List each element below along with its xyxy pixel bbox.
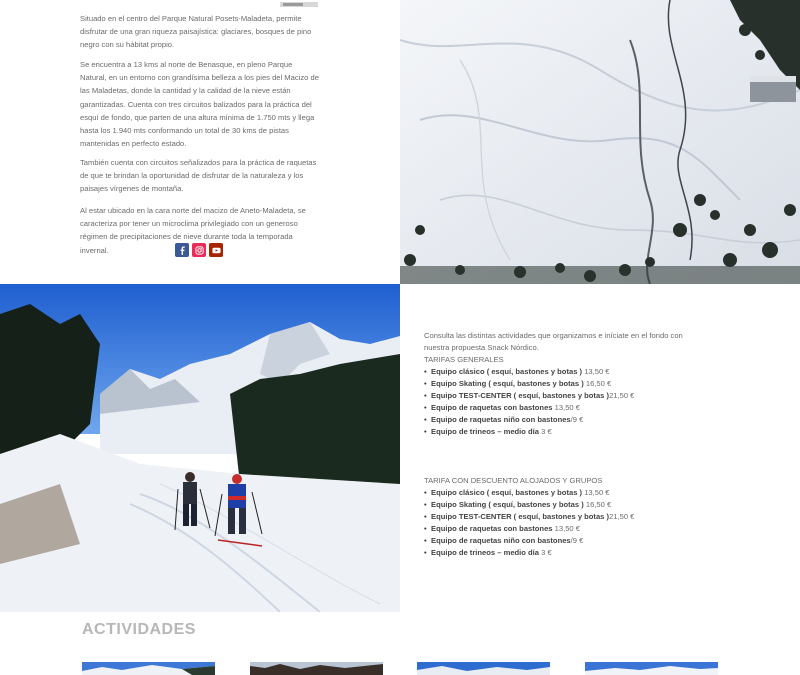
intro-paragraph-3: También cuenta con circuitos señalizados para la práctica de raquetas de que te brindan la oportunidad de disfrutar de la naturaleza y los paisajes vírgenes de montaña. — [80, 158, 317, 194]
youtube-icon[interactable] — [209, 243, 223, 257]
list-item — [424, 426, 684, 438]
item-price: 13,50 € — [582, 367, 610, 376]
item-price: 13,50 € — [552, 403, 580, 412]
intro-section — [0, 0, 800, 284]
activity-thumbnail-4[interactable] — [585, 662, 718, 675]
list-item — [424, 414, 684, 426]
activity-thumbnail-2[interactable] — [250, 662, 383, 675]
item-price: /9 € — [570, 536, 584, 545]
item-name: Equipo de raquetas niño con bastones — [431, 536, 571, 545]
offer-intro-text: Consulta las distintas actividades que organizamos e iníciate en el fondo con nuestra propuesta Snack Nórdico. — [424, 331, 683, 352]
item-name: Equipo de raquetas con bastones — [431, 403, 553, 412]
item-name: Equipo de raquetas niño con bastones — [431, 415, 571, 424]
list-item — [424, 547, 684, 559]
activity-thumbnail-3[interactable] — [417, 662, 550, 675]
item-name: Equipo clásico ( esquí, bastones y botas ) — [431, 488, 583, 497]
list-item — [424, 487, 684, 499]
intro-text-column — [80, 0, 320, 284]
item-name: Equipo TEST-CENTER ( esquí, bastones y botas ) — [431, 391, 610, 400]
item-price: /9 € — [570, 415, 584, 424]
item-price: 13,50 € — [552, 524, 580, 533]
item-name: Equipo de trineos – medio día — [431, 427, 540, 436]
list-item — [424, 390, 684, 402]
intro-paragraph-1: Situado en el centro del Parque Natural Posets-Maladeta, permite disfrutar de una gran riqueza paisajística: glaciares, bosques de pino negro con su hábitat propio. — [80, 14, 312, 50]
list-item — [424, 366, 684, 378]
intro-paragraph-4: Al estar ubicado en la cara norte del macizo de Aneto-Maladeta, se caracteriza por tener un microclima privilegiado con un generoso régimen de precipitaciones de nieve durante toda la temporada invernal. — [80, 206, 306, 255]
general-rates-list — [424, 366, 684, 438]
list-item — [424, 402, 684, 414]
rental-prices-section — [424, 330, 684, 557]
item-name: Equipo TEST-CENTER ( esquí, bastones y botas ) — [431, 512, 610, 521]
list-item — [424, 378, 684, 390]
item-price: 3 € — [539, 548, 552, 557]
discount-rates-block — [424, 475, 684, 559]
intro-paragraph-2: Se encuentra a 13 kms al norte de Benasque, en pleno Parque Natural, en un entorno con grandísima belleza a los pies del Macizo de las Maladetas, donde la cantidad y la calidad de la nieve están garantizadas. Cuenta con tres circuitos balizados para la práctica del esquí de fondo, que parten de una altura mínima de 1.750 mts y llega hasta los 1.940 mts conformando un total de 30 kms de pistas mantenidas en perfecto estado. — [80, 60, 319, 149]
discount-rates-list — [424, 487, 684, 559]
item-price: 16,50 € — [583, 500, 612, 509]
item-name: Equipo de trineos – medio día — [431, 548, 540, 557]
cross-country-skiers-photo — [0, 284, 400, 612]
item-price: 21,50 € — [609, 512, 635, 521]
item-name: Equipo de raquetas con bastones — [431, 524, 553, 533]
list-item — [424, 535, 684, 547]
general-rates-title: TARIFAS GENERALES — [424, 355, 504, 364]
discount-rates-title: TARIFA CON DESCUENTO ALOJADOS Y GRUPOS — [424, 476, 603, 485]
item-name: Equipo Skating ( esquí, bastones y botas ) — [431, 500, 584, 509]
item-price: 13,50 € — [582, 488, 610, 497]
aerial-snow-photo — [400, 0, 800, 284]
activity-thumbnail-1[interactable] — [82, 662, 215, 675]
social-links — [175, 243, 223, 257]
item-price: 16,50 € — [583, 379, 612, 388]
item-name: Equipo clásico ( esquí, bastones y botas ) — [431, 367, 583, 376]
item-price: 3 € — [539, 427, 552, 436]
list-item — [424, 523, 684, 535]
instagram-icon[interactable] — [192, 243, 206, 257]
partner-logo-strip — [280, 1, 318, 8]
item-price: 21,50 € — [609, 391, 635, 400]
item-name: Equipo Skating ( esquí, bastones y botas ) — [431, 379, 584, 388]
list-item — [424, 499, 684, 511]
facebook-icon[interactable] — [175, 243, 189, 257]
activities-heading: ACTIVIDADES — [82, 621, 196, 638]
list-item — [424, 511, 684, 523]
